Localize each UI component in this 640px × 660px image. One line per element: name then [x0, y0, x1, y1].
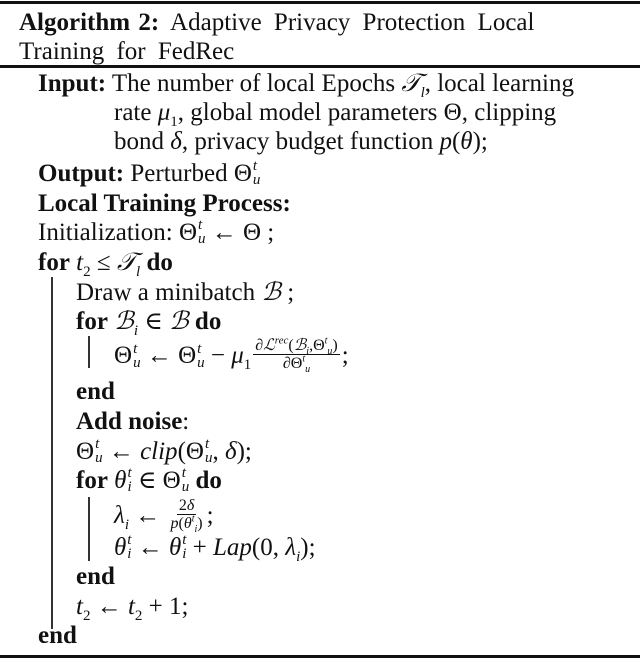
draw-minibatch-line: Draw a minibatch ℬ ;	[76, 279, 295, 306]
for-minibatch-line: for ℬ$_i$ ∈ ℬ do	[76, 308, 222, 339]
end-minibatch-loop: end	[76, 378, 115, 405]
laplace-noise-line: θ t i ← θ t i + Lap(0, $\lambda_i$);	[114, 532, 316, 565]
algorithm-label: Algorithm 2:	[19, 9, 160, 36]
output-line: Output: Perturbed Θ t u	[38, 158, 261, 189]
inner-loop-bar-1	[88, 336, 90, 368]
input-label: Input:	[38, 70, 107, 97]
algorithm-caption	[19, 8, 619, 66]
for-epochs-line: for $t_2$ ≤ 𝒯$_l$ do	[38, 249, 173, 280]
init-label: Initialization:	[38, 219, 173, 246]
end-params-loop: end	[76, 563, 115, 590]
clip-line: Θ t u ← clip(Θ t u , δ);	[76, 436, 252, 467]
output-label: Output:	[38, 160, 125, 187]
inner-loop-bar-2	[88, 497, 90, 561]
input-line-1: Input: The number of local Epochs 𝒯$_l$, local learning	[38, 70, 574, 101]
top-rule	[0, 1, 640, 4]
end-epochs-loop: end	[38, 622, 77, 649]
add-noise-line: Add noise:	[76, 408, 190, 435]
gradient-update-line: Θ t u ← Θ t u − $\mu_1$ $\frac{\partial ℒ^{rec}(ℬ_i,\Theta^t_u)}{\partial\Theta^t_u}$ ;	[114, 334, 349, 376]
process-label: Local Training Process:	[38, 190, 291, 217]
input-line-2: rate $\mu_1$, global model parameters Θ, clipping	[114, 99, 557, 130]
input-line-3: bond δ, privacy budget function p(θ);	[114, 128, 488, 155]
bottom-rule	[0, 655, 640, 658]
init-line: Initialization: Θ t u ← Θ ;	[38, 217, 275, 248]
algorithm-title: Adaptive Privacy Protection Local Training for FedRec	[19, 9, 535, 65]
outer-loop-bar	[51, 277, 53, 629]
for-params-line: for θ t i ∈ Θ t u do	[76, 465, 222, 496]
caption-rule	[0, 65, 640, 68]
lambda-line: $\lambda_i$ ← $\frac{2\delta}{p(\theta^t_i)}$ ;	[114, 497, 214, 536]
increment-line: $t_2$ ← $t_2 + 1$;	[76, 593, 189, 624]
